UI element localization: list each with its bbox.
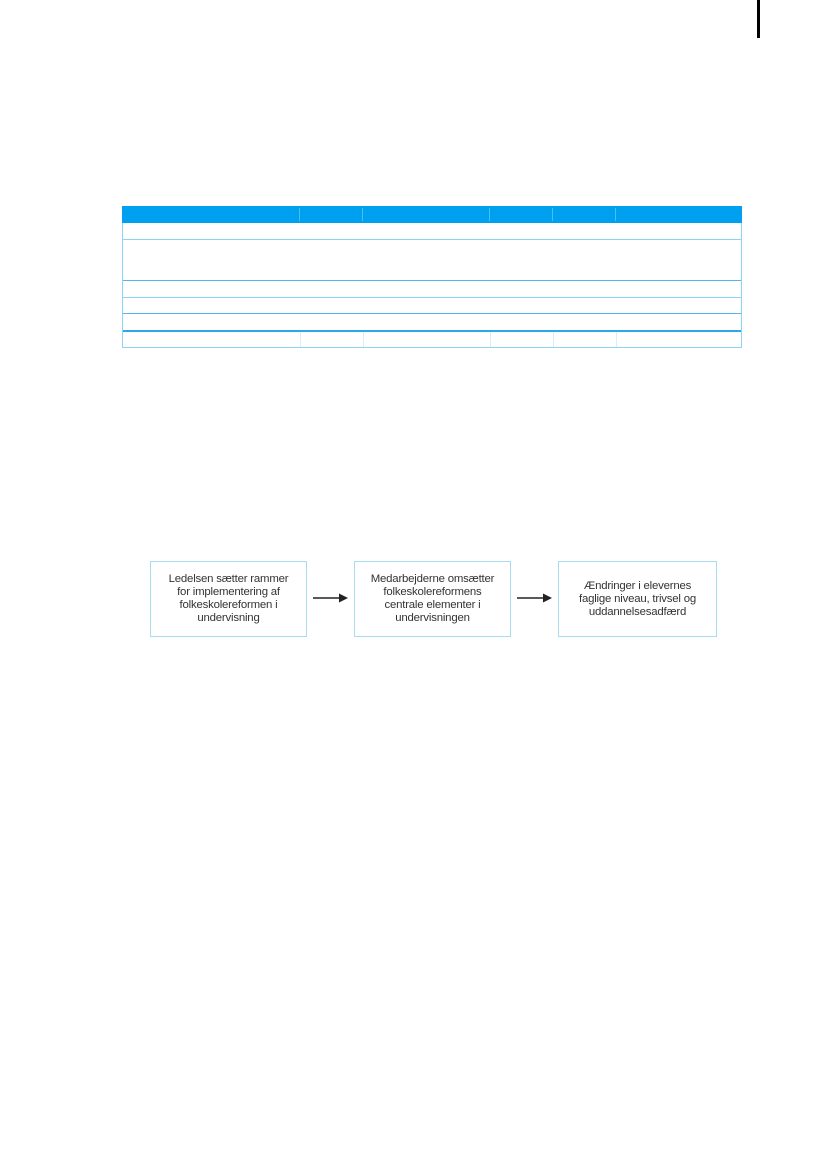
- flow-step-text-line: folkeskolereformen i: [179, 599, 278, 611]
- table-row-divider: [123, 280, 741, 281]
- table-column-divider: [553, 332, 554, 347]
- header-column-divider: [552, 208, 553, 221]
- arrow-right-icon: [517, 592, 553, 604]
- table-column-divider: [363, 332, 364, 347]
- page-edge-mark: [757, 0, 760, 38]
- flow-step-staff: [354, 561, 511, 637]
- flow-step-text-line: Ledelsen sætter rammer: [168, 573, 289, 585]
- table-column-divider: [300, 332, 301, 347]
- table-row-divider: [123, 239, 741, 240]
- flow-step-text-line: for implementering af: [177, 586, 280, 598]
- flow-step-leadership: [150, 561, 307, 637]
- table-row-divider: [123, 313, 741, 314]
- table-body: [122, 223, 742, 348]
- arrow-right-icon: [313, 592, 349, 604]
- table-header-row: [122, 206, 742, 223]
- flow-step-text-line: centrale elementer i: [384, 599, 481, 611]
- flow-step-text-line: Medarbejderne omsætter: [370, 573, 495, 585]
- flow-step-text-line: undervisning: [197, 612, 260, 624]
- data-table: [122, 206, 742, 349]
- flow-step-text-line: folkeskolereformens: [383, 586, 482, 598]
- flow-step-text-line: Ændringer i elevernes: [583, 579, 692, 592]
- table-total-divider: [123, 330, 741, 332]
- flow-step-text-line: uddannelsesadfærd: [588, 605, 687, 618]
- table-row-divider: [123, 297, 741, 298]
- table-column-divider: [490, 332, 491, 347]
- flow-step-text-line: undervisningen: [395, 612, 470, 624]
- header-column-divider: [489, 208, 490, 221]
- flow-step-outcomes: [558, 561, 717, 637]
- header-column-divider: [362, 208, 363, 221]
- header-column-divider: [615, 208, 616, 221]
- flow-step-text-line: faglige niveau, trivsel og: [578, 592, 696, 605]
- header-column-divider: [299, 208, 300, 221]
- table-column-divider: [616, 332, 617, 347]
